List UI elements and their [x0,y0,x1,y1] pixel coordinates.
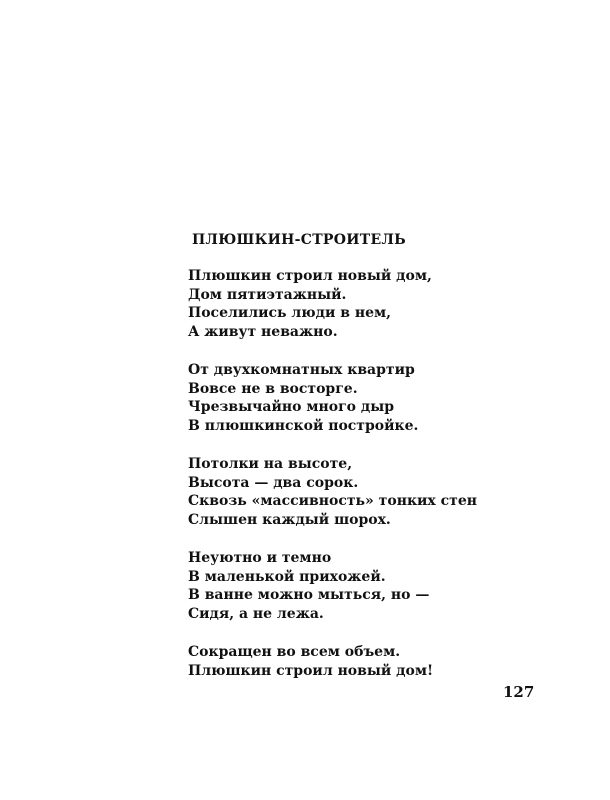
poem-line: Вовсе не в восторге. [188,380,358,397]
poem-line: Плюшкин строил новый дом! [188,662,434,679]
poem-line: В плюшкинской постройке. [188,417,419,434]
stanza-3 [188,455,518,529]
poem-line: Высота — два сорок. [188,474,359,491]
poem-line: Неуютно и темно [188,550,332,566]
poem-line: Плюшкин строил новый дом, [188,268,432,284]
poem-line: Сидя, а не лежа. [188,605,324,622]
poem-line: Слышен каждый шорох. [188,511,391,528]
poem-line: В ванне можно мыться, но — [188,587,430,603]
stanza-5 [188,643,518,680]
poem-line: Сокращен во всем объем. [188,644,401,660]
poem-line: Поселились люди в нем, [188,305,392,321]
poem-line: Потолки на высоте, [188,456,353,472]
poem-title: ПЛЮШКИН-СТРОИТЕЛЬ [192,232,407,248]
poem-line: Чрезвычайно много дыр [188,399,395,415]
poem-line: От двухкомнатных квартир [188,362,415,378]
poem-line: А живут неважно. [188,323,338,340]
poem-line: Сквозь «массивность» тонких стен [188,493,478,509]
poem-line: В маленькой прихожей. [188,568,386,585]
poem [188,231,518,680]
page-number: 127 [503,683,535,701]
poem-line: Дом пятиэтажный. [188,286,347,303]
stanza-1 [188,267,518,341]
stanza-4 [188,549,518,623]
stanza-2 [188,361,518,435]
